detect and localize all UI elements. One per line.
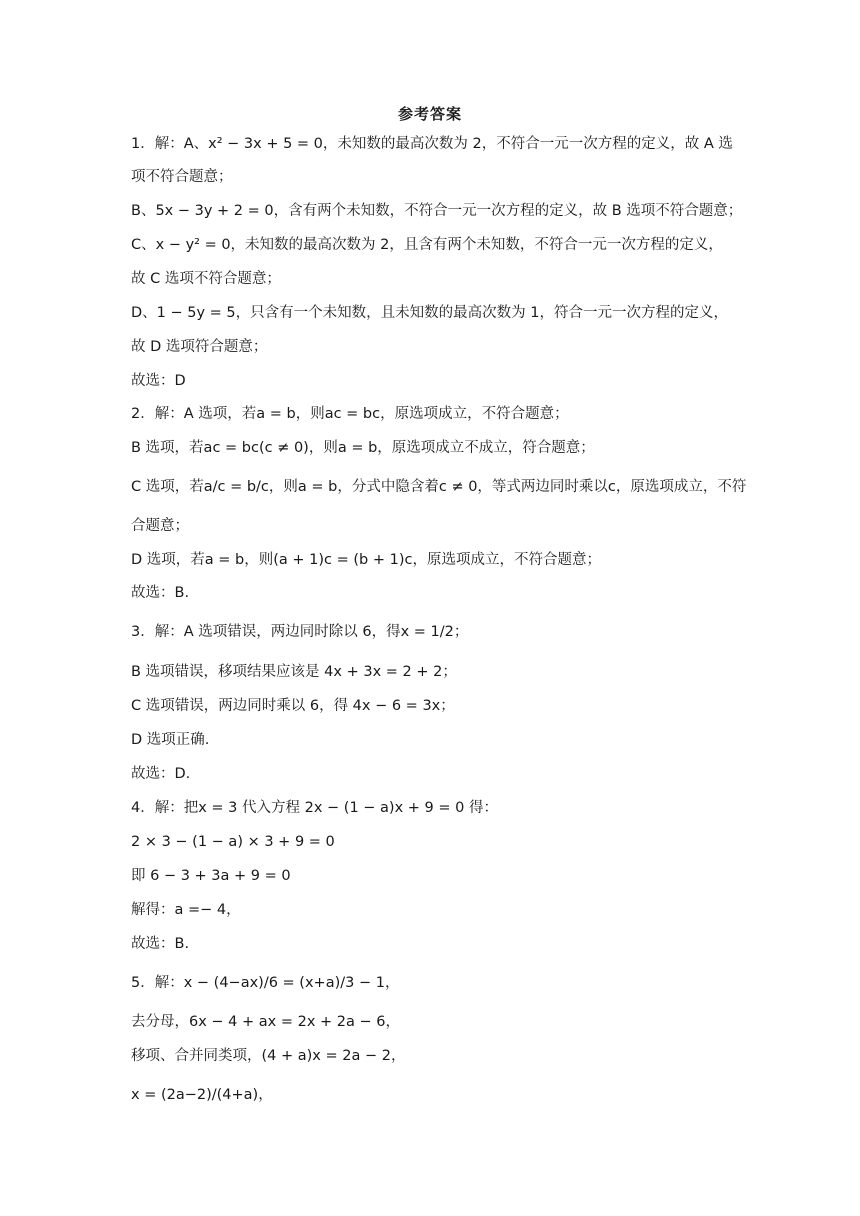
page-title: 参考答案 [397, 105, 462, 123]
text-line: 1．解：A、x² − 3x + 5 = 0，未知数的最高次数为 2，不符合一元一次方程的定义，故 A 选 [131, 136, 733, 152]
text-line: 故 D 选项符合题意； [131, 339, 268, 355]
text-line: 2．解：A 选项，若a = b，则ac = bc，原选项成立，不符合题意； [131, 406, 569, 422]
text-line: D、1 − 5y = 5，只含有一个未知数，且未知数的最高次数为 1，符合一元一次方程的定义， [131, 305, 728, 321]
text-line: 解得：a =− 4， [131, 902, 241, 918]
text-line: 故选：B. [131, 936, 190, 952]
text-line: C 选项，若a/c = b/c，则a = b，分式中隐含着c ≠ 0，等式两边同时乘以c，原选项成立，不符 [131, 479, 747, 495]
text-line: 移项、合并同类项，(4 + a)x = 2a − 2， [131, 1048, 406, 1064]
text-line: 项不符合题意； [131, 169, 233, 185]
text-line: D 选项，若a = b，则(a + 1)c = (b + 1)c，原选项成立，不符合题意； [131, 552, 601, 568]
text-line: 故选：D [131, 373, 186, 389]
text-line: 即 6 − 3 + 3a + 9 = 0 [131, 868, 291, 884]
text-line: 故选：D. [131, 766, 191, 782]
text-line: C、x − y² = 0，未知数的最高次数为 2，且含有两个未知数，不符合一元一次方程的定义， [131, 237, 723, 253]
text-line: 去分母，6x − 4 + ax = 2x + 2a − 6， [131, 1014, 400, 1030]
text-line: 故选：B. [131, 585, 190, 601]
text-line: 故 C 选项不符合题意； [131, 271, 281, 287]
text-line: 合题意； [131, 518, 189, 534]
text-line: x = (2a−2)/(4+a)， [131, 1087, 273, 1103]
text-line: B 选项错误，移项结果应该是 4x + 3x = 2 + 2； [131, 664, 457, 680]
text-line: B、5x − 3y + 2 = 0，含有两个未知数，不符合一元一次方程的定义，故 B 选项不符合题意； [131, 203, 743, 219]
text-line: C 选项错误，两边同时乘以 6，得 4x − 6 = 3x； [131, 698, 455, 714]
text-line: B 选项，若ac = bc(c ≠ 0)，则a = b，原选项成立不成立，符合题意； [131, 440, 595, 456]
text-line: 5．解：x − (4−ax)/6 = (x+a)/3 − 1， [131, 975, 400, 991]
text-line: 4．解：把x = 3 代入方程 2x − (1 − a)x + 9 = 0 得： [131, 800, 498, 816]
text-line: 3．解：A 选项错误，两边同时除以 6，得x = 1/2； [131, 624, 469, 640]
text-line: D 选项正确. [131, 732, 210, 748]
text-line: 2 × 3 − (1 − a) × 3 + 9 = 0 [131, 834, 335, 850]
